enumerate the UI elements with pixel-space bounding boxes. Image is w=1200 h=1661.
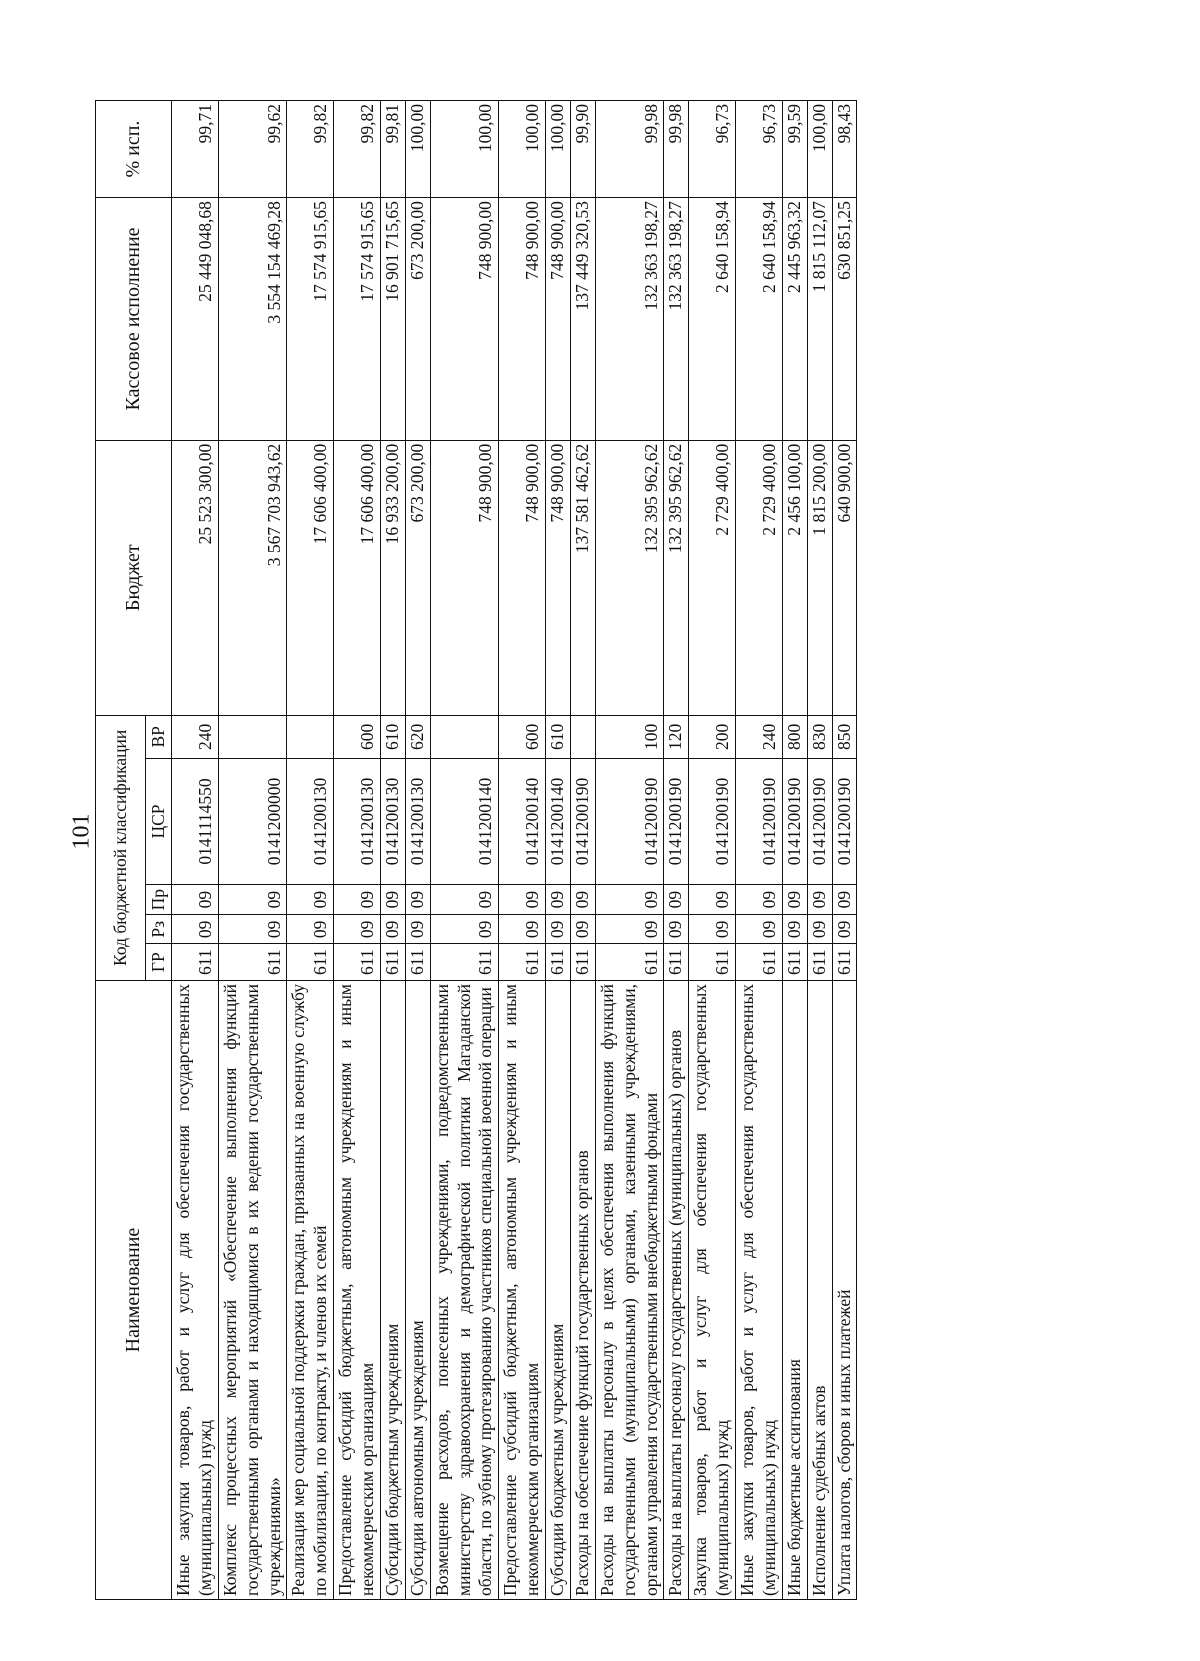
table-row [595,101,664,1600]
row-pct: 96,73 [736,101,783,198]
row-pr: 09 [430,885,499,915]
row-gr: 611 [172,944,219,981]
row-vr: 610 [380,715,405,758]
row-pr: 09 [334,885,381,915]
row-name: Субсидии бюджетным учреждениям [380,981,405,1600]
row-budget: 748 900,00 [499,440,546,715]
row-pct: 99,81 [380,101,405,198]
row-budget: 25 523 300,00 [172,440,219,715]
table-row [405,101,430,1600]
row-pr: 09 [380,885,405,915]
row-budget: 673 200,00 [405,440,430,715]
row-gr: 611 [218,944,287,981]
header-code-group: Код бюджетной классификации [96,715,146,980]
row-pr: 09 [405,885,430,915]
table-row [782,101,807,1600]
row-cash: 3 554 154 469,28 [218,198,287,441]
row-cash: 1 815 112,07 [807,198,832,441]
row-pct: 99,59 [782,101,807,198]
row-csr: 0141200140 [546,758,571,884]
row-name: Комплекс процессных мероприятий «Обеспечение выполнения функций государственными органами и находящимися в их ведении государственными учреждениями» [218,981,287,1600]
table-row [689,101,736,1600]
row-csr: 0141114550 [172,758,219,884]
row-pr: 09 [807,885,832,915]
row-pr: 09 [689,885,736,915]
row-rz: 09 [430,915,499,944]
row-rz: 09 [832,915,857,944]
row-gr: 611 [546,944,571,981]
row-name: Возмещение расходов, понесенных учреждениями, подведомственными министерству здравоохранения и демографической политики Магаданской области, по зубному протезированию участников специальной военной операции [430,981,499,1600]
row-gr: 611 [405,944,430,981]
row-name: Исполнение судебных актов [807,981,832,1600]
row-gr: 611 [595,944,664,981]
table-row [807,101,832,1600]
row-vr: 620 [405,715,430,758]
row-pct: 99,90 [570,101,595,198]
row-rz: 09 [172,915,219,944]
table-row [172,101,219,1600]
row-cash: 132 363 198,27 [664,198,689,441]
row-pct: 100,00 [430,101,499,198]
row-csr: 0141200130 [334,758,381,884]
row-vr [218,715,287,758]
row-vr: 240 [172,715,219,758]
row-pct: 99,98 [664,101,689,198]
row-csr: 0141200130 [405,758,430,884]
row-vr: 100 [595,715,664,758]
row-cash: 17 574 915,65 [287,198,334,441]
rotated-page-content [95,100,1015,1600]
row-pct: 99,71 [172,101,219,198]
row-name: Предоставление субсидий бюджетным, автономным учреждениям и иным некоммерческим организациям [499,981,546,1600]
row-gr: 611 [832,944,857,981]
row-csr: 0141200140 [430,758,499,884]
row-vr: 240 [736,715,783,758]
row-pr: 09 [832,885,857,915]
row-name: Иные бюджетные ассигнования [782,981,807,1600]
row-gr: 611 [736,944,783,981]
row-budget: 137 581 462,62 [570,440,595,715]
row-pct: 100,00 [546,101,571,198]
header-budget: Бюджет [96,440,172,715]
row-name: Закупка товаров, работ и услуг для обеспечения государственных (муниципальных) нужд [689,981,736,1600]
row-vr: 200 [689,715,736,758]
row-budget: 132 395 962,62 [595,440,664,715]
row-budget: 17 606 400,00 [334,440,381,715]
row-gr: 611 [334,944,381,981]
row-budget: 2 729 400,00 [736,440,783,715]
row-name: Уплата налогов, сборов и иных платежей [832,981,857,1600]
row-pct: 99,82 [334,101,381,198]
row-rz: 09 [546,915,571,944]
row-pct: 100,00 [807,101,832,198]
row-pr: 09 [287,885,334,915]
row-pct: 96,73 [689,101,736,198]
row-name: Иные закупки товаров, работ и услуг для обеспечения государственных (муниципальных) нужд [172,981,219,1600]
row-rz: 09 [405,915,430,944]
row-pr: 09 [570,885,595,915]
row-vr [430,715,499,758]
table-row [546,101,571,1600]
row-cash: 137 449 320,53 [570,198,595,441]
row-csr: 0141200190 [832,758,857,884]
row-vr: 600 [334,715,381,758]
table-body [172,101,857,1600]
row-vr: 800 [782,715,807,758]
row-cash: 16 901 715,65 [380,198,405,441]
row-gr: 611 [499,944,546,981]
row-csr: 0141200190 [736,758,783,884]
row-gr: 611 [430,944,499,981]
table-row [218,101,287,1600]
row-cash: 673 200,00 [405,198,430,441]
row-cash: 748 900,00 [430,198,499,441]
row-gr: 611 [689,944,736,981]
header-pct: % исп. [96,101,172,198]
row-vr: 850 [832,715,857,758]
row-rz: 09 [595,915,664,944]
header-rz: Рз [146,915,172,944]
row-csr: 0141200190 [782,758,807,884]
row-pct: 99,98 [595,101,664,198]
table-header [96,101,172,1600]
row-pr: 09 [499,885,546,915]
row-rz: 09 [287,915,334,944]
row-rz: 09 [689,915,736,944]
row-budget: 2 729 400,00 [689,440,736,715]
row-pr: 09 [782,885,807,915]
header-pr: Пр [146,885,172,915]
row-gr: 611 [570,944,595,981]
row-rz: 09 [782,915,807,944]
row-csr: 0141200140 [499,758,546,884]
row-rz: 09 [807,915,832,944]
row-cash: 132 363 198,27 [595,198,664,441]
row-budget: 16 933 200,00 [380,440,405,715]
row-cash: 2 640 158,94 [689,198,736,441]
row-rz: 09 [499,915,546,944]
row-budget: 2 456 100,00 [782,440,807,715]
row-name: Предоставление субсидий бюджетным, автономным учреждениям и иным некоммерческим организациям [334,981,381,1600]
row-vr: 830 [807,715,832,758]
row-name: Субсидии автономным учреждениям [405,981,430,1600]
row-gr: 611 [664,944,689,981]
row-vr: 610 [546,715,571,758]
row-budget: 132 395 962,62 [664,440,689,715]
row-gr: 611 [782,944,807,981]
row-pr: 09 [172,885,219,915]
row-budget: 1 815 200,00 [807,440,832,715]
row-pr: 09 [546,885,571,915]
row-cash: 748 900,00 [499,198,546,441]
row-csr: 0141200190 [689,758,736,884]
row-name: Реализация мер социальной поддержки граждан, призванных на военную службу по мобилизации, по контракту, и членов их семей [287,981,334,1600]
header-gr: ГР [146,944,172,981]
header-name: Наименование [96,981,172,1600]
row-rz: 09 [218,915,287,944]
row-cash: 748 900,00 [546,198,571,441]
table-row [736,101,783,1600]
row-gr: 611 [287,944,334,981]
row-budget: 748 900,00 [546,440,571,715]
row-gr: 611 [380,944,405,981]
table-row [499,101,546,1600]
table-row [334,101,381,1600]
row-rz: 09 [380,915,405,944]
header-vr: ВР [146,715,172,758]
row-pct: 100,00 [499,101,546,198]
row-name: Расходы на выплаты персоналу в целях обеспечения выполнения функций государственными (муниципальными) органами, казенными учреждениями, органами управления государственными внебюджетными фондами [595,981,664,1600]
row-pct: 99,62 [218,101,287,198]
table-row [287,101,334,1600]
table-row [832,101,857,1600]
row-budget: 748 900,00 [430,440,499,715]
row-vr [570,715,595,758]
row-csr: 0141200000 [218,758,287,884]
row-rz: 09 [334,915,381,944]
row-pct: 100,00 [405,101,430,198]
row-pr: 09 [218,885,287,915]
header-cash: Кассовое исполнение [96,198,172,441]
row-csr: 0141200190 [807,758,832,884]
row-rz: 09 [736,915,783,944]
row-csr: 0141200190 [570,758,595,884]
row-csr: 0141200190 [664,758,689,884]
header-csr: ЦСР [146,758,172,884]
budget-table [95,100,857,1600]
row-pr: 09 [595,885,664,915]
row-cash: 2 640 158,94 [736,198,783,441]
row-name: Расходы на обеспечение функций государственных органов [570,981,595,1600]
row-rz: 09 [570,915,595,944]
row-pr: 09 [736,885,783,915]
table-row [664,101,689,1600]
row-vr: 120 [664,715,689,758]
row-budget: 640 900,00 [832,440,857,715]
row-name: Иные закупки товаров, работ и услуг для обеспечения государственных (муниципальных) нужд [736,981,783,1600]
table-row [380,101,405,1600]
row-pct: 99,82 [287,101,334,198]
row-cash: 25 449 048,68 [172,198,219,441]
row-cash: 2 445 963,32 [782,198,807,441]
row-vr [287,715,334,758]
row-name: Расходы на выплаты персоналу государственных (муниципальных) органов [664,981,689,1600]
row-csr: 0141200130 [380,758,405,884]
row-vr: 600 [499,715,546,758]
row-rz: 09 [664,915,689,944]
row-gr: 611 [807,944,832,981]
row-name: Субсидии бюджетным учреждениям [546,981,571,1600]
row-pr: 09 [664,885,689,915]
page-number: 101 [68,813,95,850]
row-csr: 0141200130 [287,758,334,884]
row-budget: 17 606 400,00 [287,440,334,715]
row-budget: 3 567 703 943,62 [218,440,287,715]
table-row [570,101,595,1600]
table-row [430,101,499,1600]
row-cash: 17 574 915,65 [334,198,381,441]
row-pct: 98,43 [832,101,857,198]
row-cash: 630 851,25 [832,198,857,441]
row-csr: 0141200190 [595,758,664,884]
